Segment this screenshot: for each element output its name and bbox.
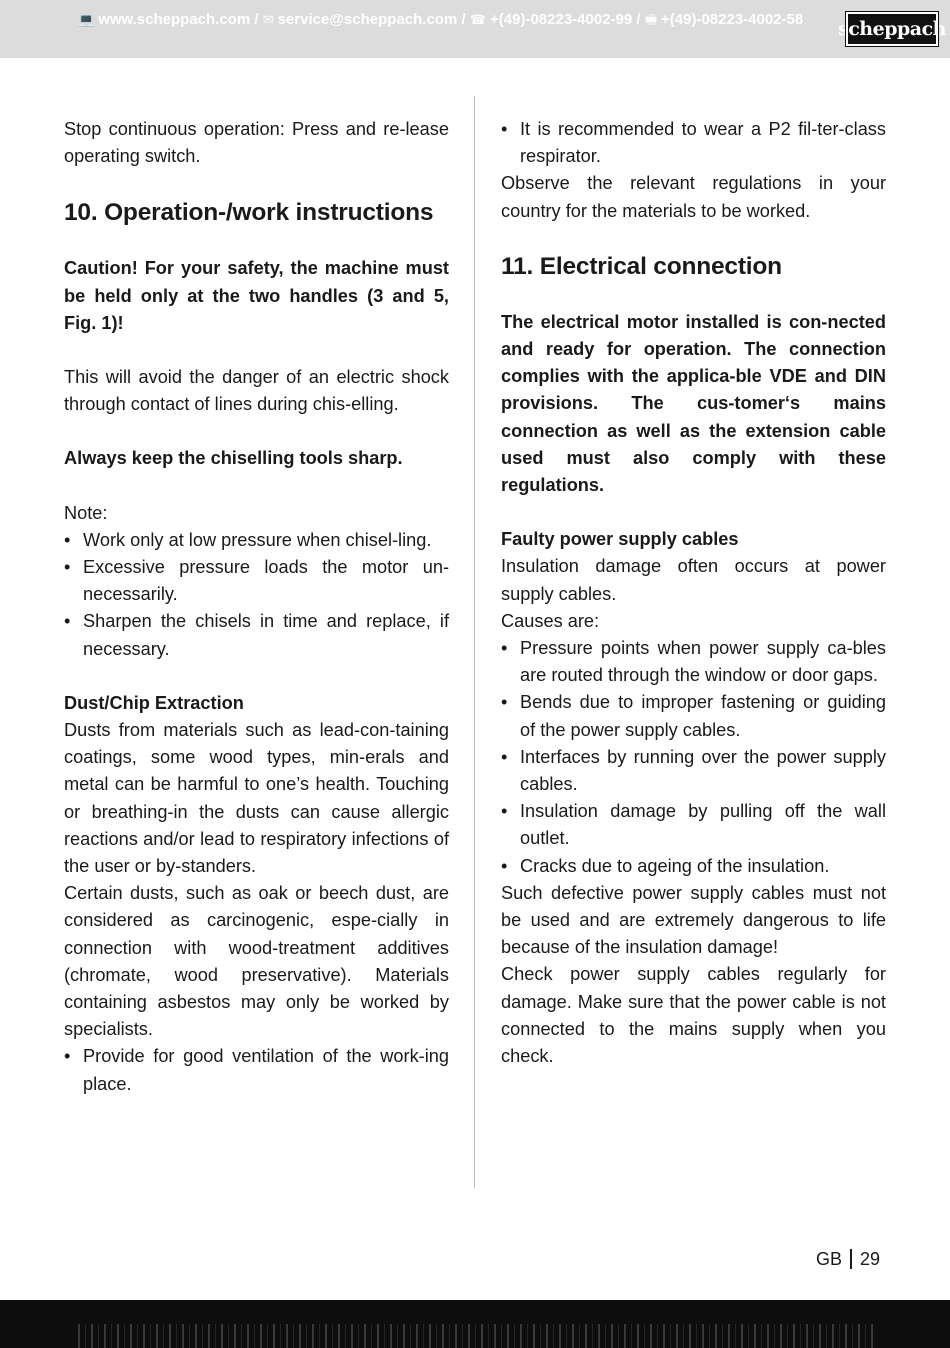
respirator-item: • It is recommended to wear a P2 fil-ter-class respirator. (501, 116, 886, 170)
cause-item: • Bends due to improper fastening or guiding of the power supply cables. (501, 689, 886, 743)
check-cables-text: Check power supply cables regularly for damage. Make sure that the power cable is not connected to the mains supply when you check. (501, 964, 886, 1067)
stop-operation-text: Stop continuous operation: Press and re-lease operating switch. (64, 119, 449, 167)
dust-paragraph-1: Dusts from materials such as lead-con-taining coatings, some wood types, min-erals and metal can be harmful to one’s health. Touching or breathing-in the dusts can cause allergic reactions and/or lead to respiratory infections of the user or by-standers. (64, 720, 449, 877)
section-10-heading: 10. Operation-/work instructions (64, 199, 434, 227)
note-label: Note: (64, 502, 108, 523)
column-divider (474, 96, 475, 1188)
observe-regulations-text: Observe the relevant regulations in your country for the materials to be worked. (501, 173, 886, 221)
insulation-damage-text: Insulation damage often occurs at power supply cables. (501, 556, 886, 604)
causes-list (501, 635, 886, 880)
cause-item: • Cracks due to ageing of the insulation. (501, 853, 886, 880)
defective-cables-text: Such defective power supply cables must not be used and are extremely dangerous to life because of the insulation damage! (501, 882, 886, 958)
page-number (816, 1246, 880, 1272)
page-number-value: 29 (860, 1249, 881, 1269)
note-list (64, 527, 449, 663)
page-number-separator (850, 1249, 852, 1269)
caution-text: Caution! For your safety, the machine must be held only at the two handles (3 and 5, Fig. 1)! (64, 258, 449, 333)
note-item: • Sharpen the chisels in time and replace, if necessary. (64, 608, 449, 662)
causes-label: Causes are: (501, 610, 600, 631)
electrical-motor-text: The electrical motor installed is con-nected and ready for operation. The connection complies with the applica-ble VDE and DIN provisions. The cus-tomer‘s mains connection as well as the extension cable used must also comply with these regulations. (501, 311, 886, 496)
cause-item: • Pressure points when power supply ca-bles are routed through the window or door gaps. (501, 635, 886, 689)
faulty-cables-title: Faulty power supply cables (501, 529, 739, 550)
note-item: • Work only at low pressure when chisel-ling. (64, 527, 449, 554)
phone-icon: ☎ (469, 12, 487, 27)
respirator-list (501, 116, 886, 170)
scheppach-logo: scheppach (846, 12, 938, 46)
left-column (64, 116, 449, 1098)
dust-paragraph-2: Certain dusts, such as oak or beech dust, are considered as carcinogenic, espe-cially in connection with wood-treatment additives (chromate, wood preservative). Materials containing asbestos may only be worked by specialists. (64, 883, 449, 1040)
keep-sharp-text: Always keep the chiselling tools sharp. (64, 448, 403, 469)
dust-item: • Provide for good ventilation of the work-ing place. (64, 1043, 449, 1097)
language-code: GB (816, 1249, 843, 1269)
right-column (501, 116, 886, 1070)
fax-icon: 🖷 (644, 12, 658, 27)
computer-icon: 💻 (78, 12, 95, 27)
fax-number: +(49)-08223-4002-58 (661, 11, 804, 28)
cause-item: • Interfaces by running over the power supply cables. (501, 744, 886, 798)
website-link[interactable]: www.scheppach.com / (98, 11, 259, 28)
email-link[interactable]: service@scheppach.com / (277, 11, 466, 28)
footer-contact-line (78, 10, 803, 30)
avoid-danger-text: This will avoid the danger of an electric shock through contact of lines during chis-elling. (64, 367, 449, 415)
footer-barcode-pattern (78, 1324, 878, 1348)
phone-number: +(49)-08223-4002-99 / (490, 11, 641, 28)
section-11-heading: 11. Electrical connection (501, 252, 782, 280)
cause-item: • Insulation damage by pulling off the wall outlet. (501, 798, 886, 852)
dust-list (64, 1043, 449, 1097)
dust-extraction-title: Dust/Chip Extraction (64, 692, 244, 713)
mail-icon: ✉ (262, 12, 274, 27)
note-item: • Excessive pressure loads the motor un-necessarily. (64, 554, 449, 608)
